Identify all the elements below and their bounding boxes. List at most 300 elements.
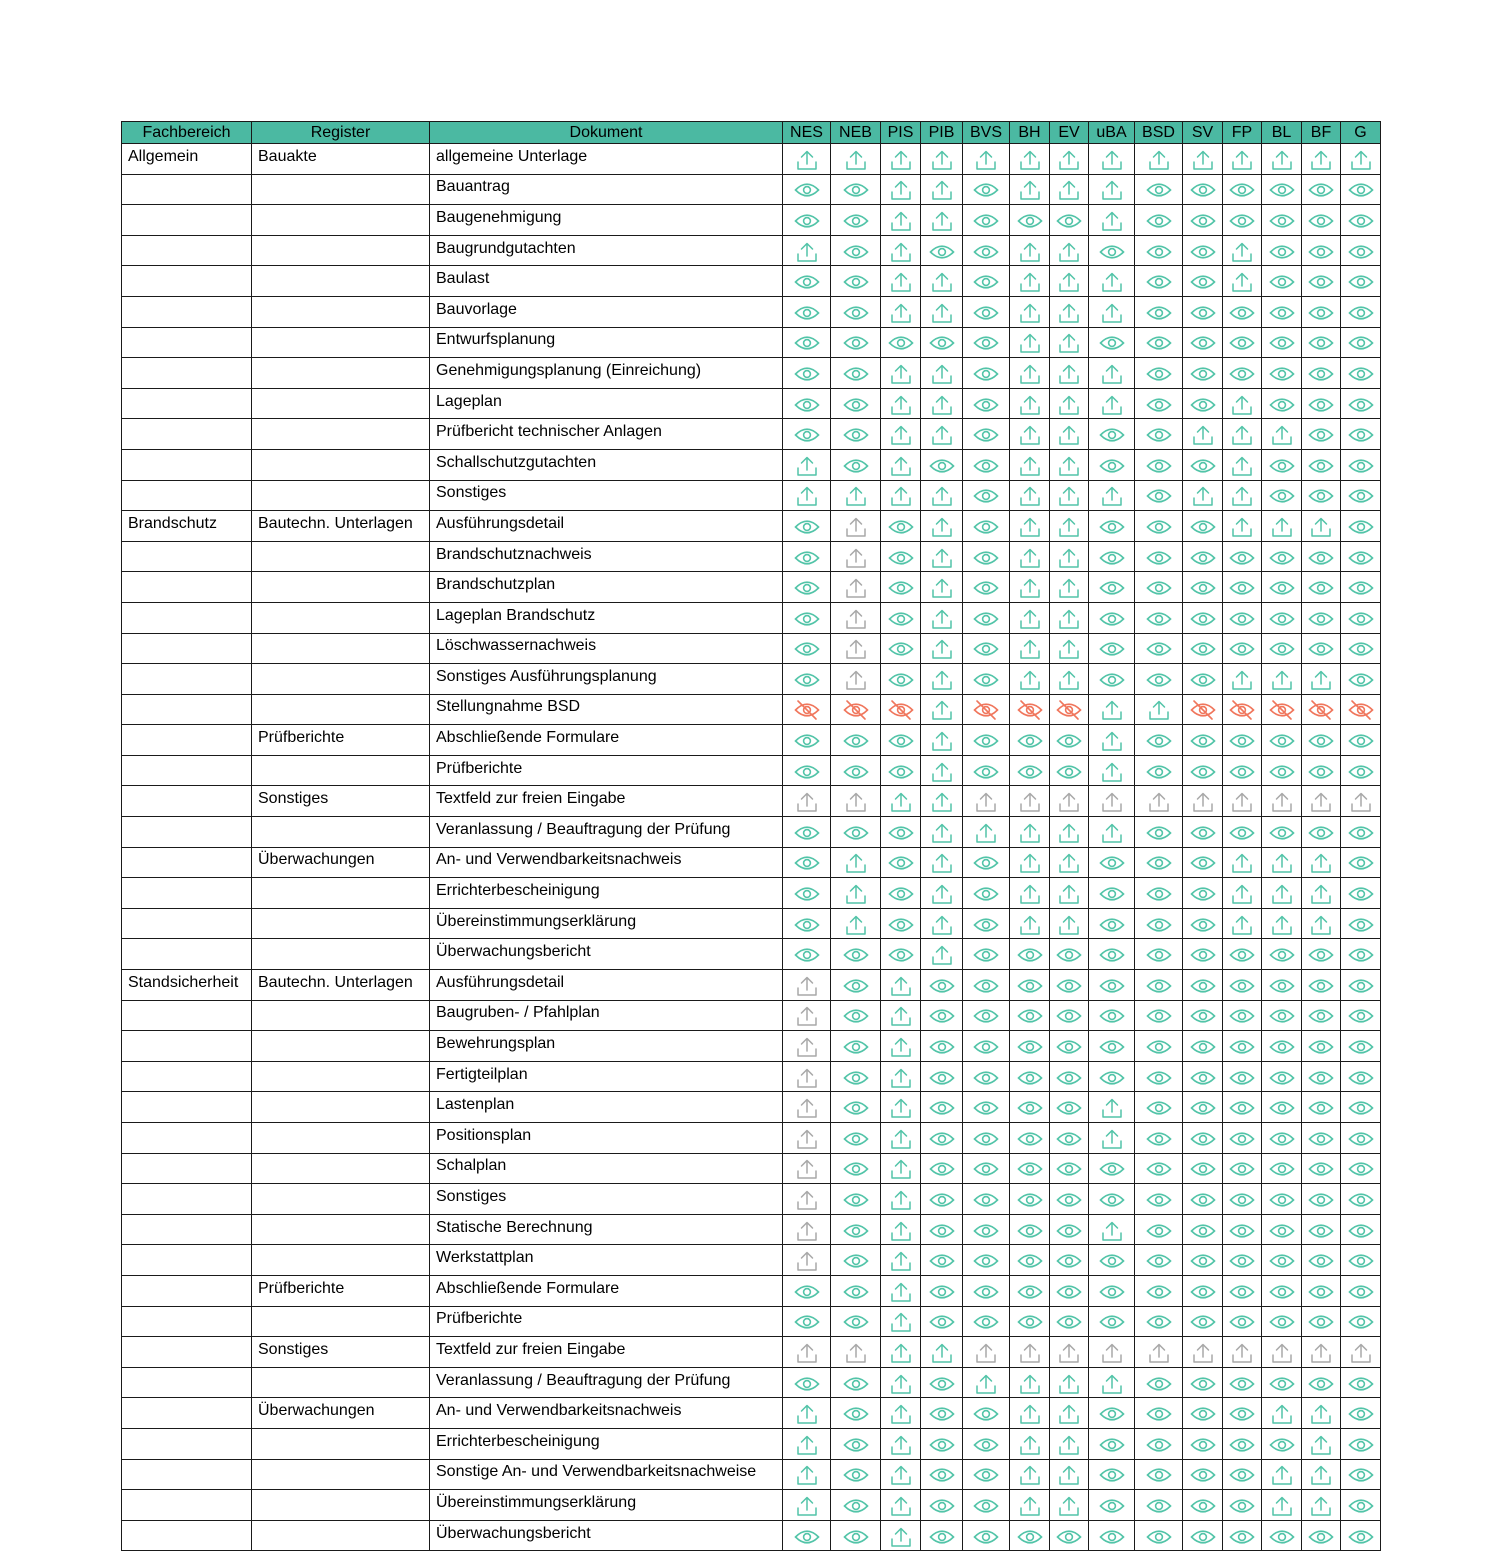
eye-icon[interactable] — [1190, 518, 1216, 535]
eye-icon[interactable] — [1308, 732, 1334, 749]
eye-icon[interactable] — [794, 946, 820, 963]
upload-icon[interactable] — [796, 1497, 818, 1514]
upload-icon[interactable] — [1019, 488, 1041, 505]
eye-icon[interactable] — [973, 1161, 999, 1178]
eye-icon[interactable] — [1269, 1130, 1295, 1147]
eye-icon[interactable] — [1348, 579, 1374, 596]
eye-icon[interactable] — [929, 1405, 955, 1422]
upload-icon[interactable] — [931, 304, 953, 321]
upload-icon[interactable] — [1148, 702, 1170, 719]
eye-icon[interactable] — [843, 1405, 869, 1422]
eye-icon[interactable] — [1190, 1283, 1216, 1300]
eye-icon[interactable] — [1229, 1161, 1255, 1178]
upload-icon[interactable] — [845, 885, 867, 902]
upload-icon[interactable] — [931, 824, 953, 841]
eye-icon[interactable] — [794, 1283, 820, 1300]
eye-icon[interactable] — [843, 1283, 869, 1300]
eye-icon[interactable] — [1308, 1038, 1334, 1055]
eye-icon[interactable] — [1308, 579, 1334, 596]
eye-icon[interactable] — [1146, 1130, 1172, 1147]
upload-icon[interactable] — [1058, 641, 1080, 658]
eye-icon[interactable] — [1146, 1375, 1172, 1392]
eye-icon[interactable] — [1308, 641, 1334, 658]
eye-icon[interactable] — [1348, 243, 1374, 260]
eye-icon[interactable] — [1146, 1528, 1172, 1545]
eye-icon[interactable] — [1348, 1099, 1374, 1116]
upload-icon[interactable] — [890, 1497, 912, 1514]
upload-icon[interactable] — [931, 365, 953, 382]
upload-icon[interactable] — [1231, 273, 1253, 290]
eye-icon[interactable] — [1190, 1222, 1216, 1239]
upload-icon[interactable] — [1101, 488, 1123, 505]
eye-icon[interactable] — [1146, 855, 1172, 872]
eye-icon[interactable] — [794, 212, 820, 229]
upload-icon[interactable] — [931, 610, 953, 627]
eye-icon[interactable] — [1146, 1252, 1172, 1269]
eye-icon[interactable] — [794, 1528, 820, 1545]
upload-icon[interactable] — [931, 549, 953, 566]
upload-icon[interactable] — [1271, 855, 1293, 872]
eye-icon[interactable] — [1269, 641, 1295, 658]
eye-icon[interactable] — [1146, 1191, 1172, 1208]
eye-icon[interactable] — [1190, 1405, 1216, 1422]
eye-icon[interactable] — [1190, 732, 1216, 749]
eye-icon[interactable] — [1190, 641, 1216, 658]
upload-icon[interactable] — [1101, 182, 1123, 199]
eye-icon[interactable] — [1229, 1467, 1255, 1484]
upload-icon[interactable] — [1231, 396, 1253, 413]
upload-icon[interactable] — [1271, 1405, 1293, 1422]
eye-icon[interactable] — [1348, 1436, 1374, 1453]
eye-icon[interactable] — [973, 1252, 999, 1269]
eye-icon[interactable] — [1146, 273, 1172, 290]
eye-icon[interactable] — [1146, 1008, 1172, 1025]
eye-icon[interactable] — [1308, 426, 1334, 443]
eye-icon[interactable] — [888, 885, 914, 902]
upload-icon[interactable] — [1019, 426, 1041, 443]
eye-icon[interactable] — [929, 1038, 955, 1055]
eye-icon[interactable] — [973, 763, 999, 780]
eye-icon[interactable] — [929, 1497, 955, 1514]
eye-icon[interactable] — [1146, 304, 1172, 321]
eye-icon[interactable] — [1056, 1191, 1082, 1208]
eye-icon[interactable] — [843, 1008, 869, 1025]
upload-icon[interactable] — [1101, 1130, 1123, 1147]
eye-icon[interactable] — [1099, 1497, 1125, 1514]
eye-off-icon[interactable] — [1308, 702, 1334, 719]
eye-icon[interactable] — [1099, 243, 1125, 260]
eye-icon[interactable] — [843, 1191, 869, 1208]
eye-icon[interactable] — [843, 732, 869, 749]
eye-icon[interactable] — [1190, 1467, 1216, 1484]
eye-icon[interactable] — [794, 671, 820, 688]
eye-icon[interactable] — [1229, 1528, 1255, 1545]
upload-icon[interactable] — [931, 702, 953, 719]
eye-icon[interactable] — [794, 763, 820, 780]
upload-icon[interactable] — [845, 916, 867, 933]
eye-icon[interactable] — [1017, 1130, 1043, 1147]
upload-icon[interactable] — [1101, 1375, 1123, 1392]
upload-icon-grey[interactable] — [796, 794, 818, 811]
eye-icon[interactable] — [794, 824, 820, 841]
eye-icon[interactable] — [1269, 1283, 1295, 1300]
upload-icon-grey[interactable] — [1101, 794, 1123, 811]
upload-icon[interactable] — [1310, 1497, 1332, 1514]
eye-icon[interactable] — [1017, 1222, 1043, 1239]
upload-icon[interactable] — [1101, 396, 1123, 413]
eye-icon[interactable] — [794, 335, 820, 352]
upload-icon[interactable] — [1310, 671, 1332, 688]
eye-icon[interactable] — [973, 212, 999, 229]
eye-icon[interactable] — [843, 1099, 869, 1116]
upload-icon[interactable] — [890, 1283, 912, 1300]
eye-icon[interactable] — [973, 732, 999, 749]
upload-icon-grey[interactable] — [796, 1344, 818, 1361]
upload-icon[interactable] — [1058, 671, 1080, 688]
upload-icon[interactable] — [931, 732, 953, 749]
eye-icon[interactable] — [1308, 304, 1334, 321]
eye-icon[interactable] — [1308, 824, 1334, 841]
eye-icon[interactable] — [1308, 212, 1334, 229]
upload-icon[interactable] — [1058, 855, 1080, 872]
upload-icon[interactable] — [796, 1467, 818, 1484]
eye-icon[interactable] — [1229, 1008, 1255, 1025]
eye-icon[interactable] — [973, 671, 999, 688]
upload-icon[interactable] — [1310, 518, 1332, 535]
upload-icon[interactable] — [931, 182, 953, 199]
upload-icon[interactable] — [1058, 243, 1080, 260]
eye-icon[interactable] — [1146, 243, 1172, 260]
eye-icon[interactable] — [888, 946, 914, 963]
upload-icon-grey[interactable] — [796, 1252, 818, 1269]
eye-icon[interactable] — [1099, 1283, 1125, 1300]
upload-icon[interactable] — [796, 488, 818, 505]
eye-icon[interactable] — [1308, 763, 1334, 780]
eye-icon[interactable] — [973, 1528, 999, 1545]
eye-icon[interactable] — [1229, 1436, 1255, 1453]
eye-icon[interactable] — [843, 1069, 869, 1086]
eye-icon[interactable] — [1308, 1283, 1334, 1300]
eye-icon[interactable] — [1308, 1008, 1334, 1025]
upload-icon[interactable] — [890, 365, 912, 382]
eye-icon[interactable] — [1190, 1252, 1216, 1269]
upload-icon[interactable] — [1058, 579, 1080, 596]
eye-icon[interactable] — [1348, 457, 1374, 474]
upload-icon-grey[interactable] — [845, 794, 867, 811]
eye-icon[interactable] — [1269, 1252, 1295, 1269]
eye-icon[interactable] — [794, 549, 820, 566]
eye-icon[interactable] — [1190, 1528, 1216, 1545]
upload-icon[interactable] — [1019, 396, 1041, 413]
eye-icon[interactable] — [1146, 457, 1172, 474]
upload-icon-grey[interactable] — [845, 1344, 867, 1361]
eye-icon[interactable] — [973, 916, 999, 933]
eye-icon[interactable] — [973, 1314, 999, 1331]
upload-icon[interactable] — [890, 794, 912, 811]
eye-icon[interactable] — [1229, 182, 1255, 199]
upload-icon-grey[interactable] — [1192, 1344, 1214, 1361]
upload-icon[interactable] — [1058, 549, 1080, 566]
upload-icon[interactable] — [1019, 579, 1041, 596]
eye-icon[interactable] — [1348, 610, 1374, 627]
eye-icon[interactable] — [1190, 304, 1216, 321]
eye-icon[interactable] — [1269, 396, 1295, 413]
eye-icon[interactable] — [843, 243, 869, 260]
eye-icon[interactable] — [1348, 977, 1374, 994]
upload-icon[interactable] — [931, 855, 953, 872]
eye-icon[interactable] — [1056, 1161, 1082, 1178]
eye-icon[interactable] — [1269, 365, 1295, 382]
eye-icon[interactable] — [1190, 1008, 1216, 1025]
eye-icon[interactable] — [1269, 1008, 1295, 1025]
upload-icon[interactable] — [1019, 855, 1041, 872]
eye-icon[interactable] — [1269, 763, 1295, 780]
eye-icon[interactable] — [1348, 916, 1374, 933]
upload-icon[interactable] — [890, 1314, 912, 1331]
eye-icon[interactable] — [843, 1375, 869, 1392]
eye-icon[interactable] — [1146, 977, 1172, 994]
eye-icon[interactable] — [1269, 977, 1295, 994]
eye-icon[interactable] — [888, 671, 914, 688]
upload-icon[interactable] — [1231, 518, 1253, 535]
upload-icon[interactable] — [1231, 885, 1253, 902]
eye-icon[interactable] — [1190, 457, 1216, 474]
upload-icon[interactable] — [1019, 671, 1041, 688]
eye-icon[interactable] — [1017, 1161, 1043, 1178]
eye-icon[interactable] — [1146, 1222, 1172, 1239]
eye-icon[interactable] — [1348, 885, 1374, 902]
upload-icon[interactable] — [845, 488, 867, 505]
eye-icon[interactable] — [1229, 1283, 1255, 1300]
upload-icon[interactable] — [890, 1191, 912, 1208]
eye-icon[interactable] — [973, 1099, 999, 1116]
eye-icon[interactable] — [888, 855, 914, 872]
eye-icon[interactable] — [1099, 1436, 1125, 1453]
eye-icon[interactable] — [1190, 1375, 1216, 1392]
eye-icon[interactable] — [973, 396, 999, 413]
eye-icon[interactable] — [1190, 1191, 1216, 1208]
upload-icon[interactable] — [975, 1375, 997, 1392]
upload-icon[interactable] — [1231, 243, 1253, 260]
upload-icon[interactable] — [1231, 426, 1253, 443]
eye-icon[interactable] — [1146, 671, 1172, 688]
upload-icon[interactable] — [1019, 1375, 1041, 1392]
eye-icon[interactable] — [1056, 1314, 1082, 1331]
eye-icon[interactable] — [1017, 1528, 1043, 1545]
eye-icon[interactable] — [1348, 273, 1374, 290]
upload-icon[interactable] — [1231, 916, 1253, 933]
upload-icon[interactable] — [890, 1099, 912, 1116]
upload-icon[interactable] — [931, 151, 953, 168]
upload-icon-grey[interactable] — [1148, 794, 1170, 811]
upload-icon[interactable] — [1058, 1436, 1080, 1453]
eye-icon[interactable] — [888, 518, 914, 535]
eye-icon[interactable] — [1269, 824, 1295, 841]
eye-icon[interactable] — [794, 426, 820, 443]
eye-icon[interactable] — [1269, 1375, 1295, 1392]
upload-icon[interactable] — [931, 671, 953, 688]
eye-icon[interactable] — [1229, 1405, 1255, 1422]
eye-icon[interactable] — [1269, 1069, 1295, 1086]
eye-icon[interactable] — [1146, 885, 1172, 902]
eye-icon[interactable] — [794, 855, 820, 872]
eye-icon[interactable] — [1099, 335, 1125, 352]
eye-icon[interactable] — [1146, 610, 1172, 627]
eye-icon[interactable] — [1099, 1528, 1125, 1545]
upload-icon[interactable] — [931, 426, 953, 443]
eye-icon[interactable] — [794, 610, 820, 627]
upload-icon[interactable] — [1271, 916, 1293, 933]
upload-icon-grey[interactable] — [796, 1161, 818, 1178]
upload-icon[interactable] — [1271, 671, 1293, 688]
upload-icon[interactable] — [1101, 732, 1123, 749]
upload-icon[interactable] — [1019, 457, 1041, 474]
eye-icon[interactable] — [1269, 732, 1295, 749]
eye-icon[interactable] — [1056, 1283, 1082, 1300]
upload-icon-grey[interactable] — [1350, 1344, 1372, 1361]
eye-icon[interactable] — [1229, 1191, 1255, 1208]
eye-icon[interactable] — [1308, 1191, 1334, 1208]
eye-icon[interactable] — [1229, 579, 1255, 596]
eye-icon[interactable] — [1348, 1497, 1374, 1514]
upload-icon[interactable] — [1058, 1467, 1080, 1484]
upload-icon[interactable] — [931, 885, 953, 902]
eye-icon[interactable] — [1229, 1252, 1255, 1269]
upload-icon[interactable] — [1019, 1497, 1041, 1514]
eye-icon[interactable] — [1190, 1436, 1216, 1453]
eye-icon[interactable] — [929, 335, 955, 352]
eye-icon[interactable] — [1190, 549, 1216, 566]
upload-icon[interactable] — [1310, 1467, 1332, 1484]
eye-icon[interactable] — [1099, 1405, 1125, 1422]
upload-icon[interactable] — [1271, 151, 1293, 168]
eye-icon[interactable] — [973, 977, 999, 994]
eye-icon[interactable] — [1348, 396, 1374, 413]
upload-icon[interactable] — [1019, 335, 1041, 352]
upload-icon[interactable] — [890, 1008, 912, 1025]
upload-icon[interactable] — [890, 1038, 912, 1055]
upload-icon[interactable] — [1271, 885, 1293, 902]
eye-icon[interactable] — [973, 641, 999, 658]
upload-icon[interactable] — [1310, 151, 1332, 168]
eye-off-icon[interactable] — [1348, 702, 1374, 719]
upload-icon[interactable] — [890, 1222, 912, 1239]
upload-icon[interactable] — [1058, 457, 1080, 474]
eye-icon[interactable] — [1348, 1038, 1374, 1055]
eye-icon[interactable] — [843, 824, 869, 841]
eye-icon[interactable] — [1146, 946, 1172, 963]
eye-icon[interactable] — [1229, 946, 1255, 963]
eye-icon[interactable] — [929, 1283, 955, 1300]
upload-icon[interactable] — [1101, 824, 1123, 841]
upload-icon[interactable] — [931, 794, 953, 811]
eye-icon[interactable] — [929, 1069, 955, 1086]
upload-icon-grey[interactable] — [1350, 794, 1372, 811]
eye-icon[interactable] — [1348, 1191, 1374, 1208]
upload-icon[interactable] — [931, 946, 953, 963]
upload-icon[interactable] — [931, 641, 953, 658]
eye-icon[interactable] — [1308, 1130, 1334, 1147]
upload-icon[interactable] — [1148, 151, 1170, 168]
eye-icon[interactable] — [1229, 365, 1255, 382]
eye-icon[interactable] — [1229, 610, 1255, 627]
upload-icon[interactable] — [890, 488, 912, 505]
upload-icon[interactable] — [1019, 1467, 1041, 1484]
upload-icon[interactable] — [890, 1161, 912, 1178]
upload-icon[interactable] — [1101, 304, 1123, 321]
eye-icon[interactable] — [1308, 396, 1334, 413]
upload-icon[interactable] — [1019, 885, 1041, 902]
eye-icon[interactable] — [1190, 671, 1216, 688]
upload-icon[interactable] — [1271, 426, 1293, 443]
eye-icon[interactable] — [1146, 763, 1172, 780]
upload-icon[interactable] — [1058, 335, 1080, 352]
upload-icon-grey[interactable] — [1058, 794, 1080, 811]
eye-icon[interactable] — [1190, 1069, 1216, 1086]
eye-icon[interactable] — [973, 855, 999, 872]
upload-icon[interactable] — [1058, 304, 1080, 321]
eye-icon[interactable] — [973, 335, 999, 352]
upload-icon-grey[interactable] — [796, 1191, 818, 1208]
eye-icon[interactable] — [1269, 1099, 1295, 1116]
eye-icon[interactable] — [1348, 671, 1374, 688]
eye-icon[interactable] — [1056, 977, 1082, 994]
eye-icon[interactable] — [794, 641, 820, 658]
eye-icon[interactable] — [973, 579, 999, 596]
eye-icon[interactable] — [973, 1405, 999, 1422]
upload-icon[interactable] — [1101, 702, 1123, 719]
eye-icon[interactable] — [843, 426, 869, 443]
eye-icon[interactable] — [1099, 1191, 1125, 1208]
eye-icon[interactable] — [1146, 732, 1172, 749]
upload-icon[interactable] — [1231, 488, 1253, 505]
eye-icon[interactable] — [843, 457, 869, 474]
eye-icon[interactable] — [973, 488, 999, 505]
upload-icon[interactable] — [1310, 885, 1332, 902]
upload-icon[interactable] — [1310, 1436, 1332, 1453]
eye-icon[interactable] — [929, 977, 955, 994]
eye-icon[interactable] — [1099, 916, 1125, 933]
eye-icon[interactable] — [1348, 1161, 1374, 1178]
upload-icon[interactable] — [1019, 824, 1041, 841]
eye-icon[interactable] — [1146, 212, 1172, 229]
upload-icon[interactable] — [1101, 151, 1123, 168]
eye-icon[interactable] — [1269, 243, 1295, 260]
eye-icon[interactable] — [1308, 488, 1334, 505]
eye-icon[interactable] — [1190, 396, 1216, 413]
eye-icon[interactable] — [1056, 1038, 1082, 1055]
eye-icon[interactable] — [973, 1069, 999, 1086]
eye-icon[interactable] — [1348, 1008, 1374, 1025]
eye-icon[interactable] — [1269, 335, 1295, 352]
upload-icon[interactable] — [1271, 1497, 1293, 1514]
eye-icon[interactable] — [1348, 641, 1374, 658]
upload-icon[interactable] — [890, 1528, 912, 1545]
upload-icon[interactable] — [1019, 916, 1041, 933]
upload-icon[interactable] — [1310, 855, 1332, 872]
eye-icon[interactable] — [794, 518, 820, 535]
eye-icon[interactable] — [1348, 212, 1374, 229]
upload-icon[interactable] — [890, 1467, 912, 1484]
eye-icon[interactable] — [1348, 1405, 1374, 1422]
eye-icon[interactable] — [1146, 1314, 1172, 1331]
eye-icon[interactable] — [1269, 946, 1295, 963]
eye-icon[interactable] — [1099, 641, 1125, 658]
eye-icon[interactable] — [1099, 1038, 1125, 1055]
upload-icon[interactable] — [1058, 488, 1080, 505]
eye-icon[interactable] — [1229, 304, 1255, 321]
eye-icon[interactable] — [843, 182, 869, 199]
